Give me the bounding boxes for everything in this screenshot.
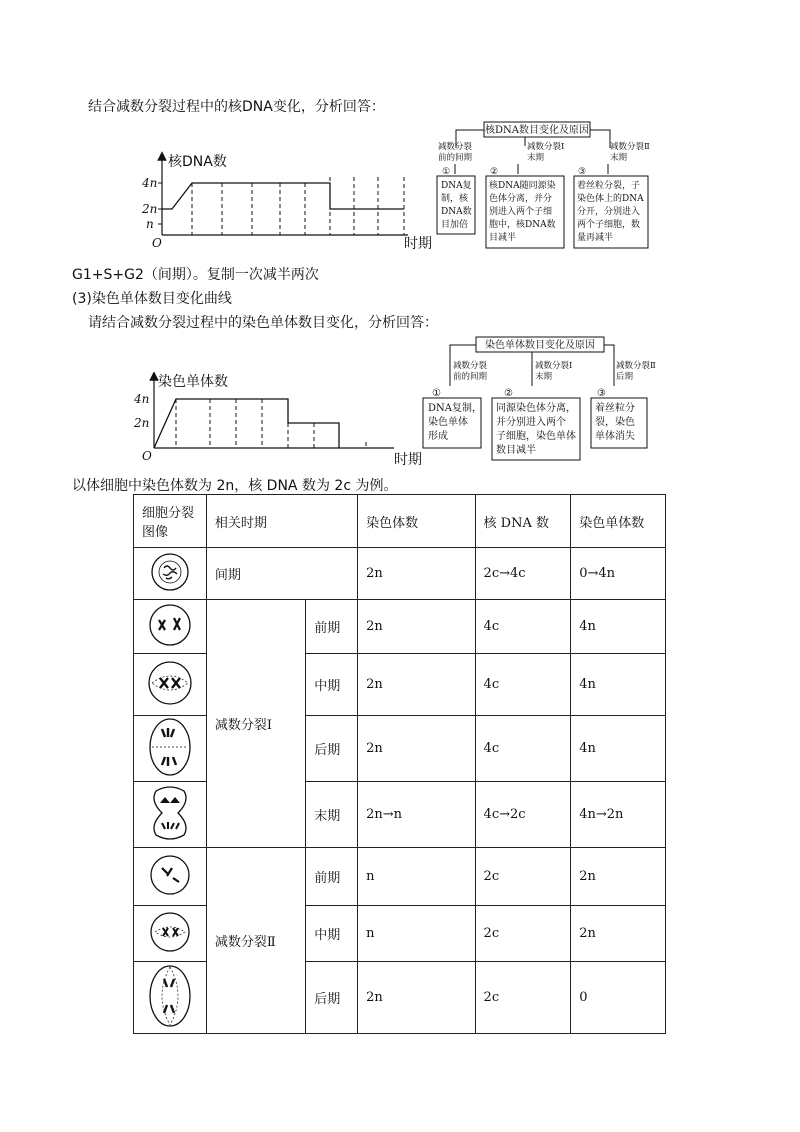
- y-tick-n: n: [146, 217, 154, 231]
- y-tick-2n: 2n: [142, 202, 158, 216]
- dna-box-title: 核DNA数目变化及原因: [485, 125, 589, 136]
- m1-chromatids: 4n: [571, 654, 666, 716]
- meiosis2-anaphase-image: [146, 963, 194, 1029]
- meiosis2-label: 减数分裂Ⅱ: [206, 848, 305, 1034]
- dna-explanation-diagram: [430, 118, 660, 268]
- m1-phase: 前期: [306, 600, 358, 654]
- m2-phase: 前期: [306, 848, 358, 906]
- chromatid-branch-2-label: 减数分裂Ⅰ 末期: [535, 361, 573, 382]
- m2-phase: 中期: [306, 906, 358, 962]
- m2-phase: 后期: [306, 962, 358, 1034]
- m1-chromosomes: 2n: [358, 716, 475, 782]
- dna-branch-3-label: 减数分裂Ⅱ 末期: [610, 142, 650, 163]
- intro-paragraph: 结合减数分裂过程中的核DNA变化，分析回答：: [88, 99, 385, 115]
- chromatid-explanation-diagram: [420, 334, 665, 464]
- m2-dna: 2c: [475, 962, 571, 1034]
- interphase-cell-image: [148, 550, 192, 594]
- chromatid-note-1-num: ①: [432, 388, 441, 399]
- chromatid-note-3-text: 着丝粒分裂，染色单体消失: [595, 403, 635, 442]
- meiosis-table: [133, 494, 666, 1034]
- meiosis2-metaphase-image: [147, 909, 193, 955]
- chromatid-note-2-text: 同源染色体分离，并分别进入两个子细胞，染色单体数目减半: [496, 403, 576, 456]
- table-header-row: [134, 495, 666, 548]
- header-cell-dna: 核 DNA 数: [475, 495, 571, 548]
- meiosis1-anaphase-image: [146, 717, 194, 777]
- y-tick-2n: 2n: [134, 416, 150, 430]
- m1-chromatids: 4n: [571, 600, 666, 654]
- dna-curve: [162, 183, 404, 209]
- chromatid-branch-3-label: 减数分裂Ⅱ 后期: [616, 361, 656, 382]
- origin-label: O: [152, 236, 162, 250]
- chromatid-branch-1-label: 减数分裂前的间期: [453, 361, 488, 382]
- m1-chromosomes: 2n: [358, 654, 475, 716]
- m1-phase: 末期: [306, 782, 358, 848]
- chromatid-note-1-text: DNA复制，染色单体形成: [428, 403, 482, 442]
- m2-dna: 2c: [475, 906, 571, 962]
- m1-phase: 后期: [306, 716, 358, 782]
- y-tick-4n: 4n: [134, 392, 150, 406]
- m2-chromosomes: n: [358, 906, 475, 962]
- chromatid-note-3-num: ③: [597, 388, 606, 399]
- table-row: [134, 600, 666, 654]
- m1-chromatids: 4n: [571, 716, 666, 782]
- m2-dna: 2c: [475, 848, 571, 906]
- example-line: 以体细胞中染色体数为 2n，核 DNA 数为 2c 为例。: [72, 478, 398, 494]
- m1-chromosomes: 2n→n: [358, 782, 475, 848]
- dna-branch-2-label: 减数分裂Ⅰ 末期: [527, 142, 565, 163]
- chromatid-change-chart: [132, 372, 432, 468]
- origin-label: O: [142, 449, 152, 463]
- dna-note-2-text: 核DNA随同源染色体分离，并分别进入两个子细胞中，核DNA数目减半: [489, 181, 556, 243]
- m1-dna: 4c: [475, 654, 571, 716]
- chromatid-box-title: 染色单体数目变化及原因: [485, 340, 595, 351]
- table-row: [134, 548, 666, 600]
- dna-change-chart: [140, 150, 440, 255]
- section-heading: (3)染色单体数目变化曲线: [72, 291, 232, 307]
- m1-chromosomes: 2n: [358, 600, 475, 654]
- cell-image-cell: [134, 548, 207, 600]
- dna-note-3-text: 着丝粒分裂，子染色体上的DNA 分开，分别进入两个子细胞，数量再减半: [577, 181, 644, 243]
- y-tick-4n: 4n: [142, 176, 158, 190]
- m2-chromatids: 0: [571, 962, 666, 1034]
- y-axis-label: 染色单体数: [158, 374, 228, 390]
- dna-note-2-num: ②: [490, 167, 499, 177]
- chromatid-curve: [154, 399, 339, 448]
- meiosis1-prophase-image: [147, 602, 193, 648]
- table-row: [134, 848, 666, 906]
- m2-chromatids: 2n: [571, 906, 666, 962]
- x-axis-label: 时期: [394, 452, 422, 468]
- meiosis2-prophase-image: [147, 852, 193, 898]
- chromatid-intro: 请结合减数分裂过程中的染色单体数目变化，分析回答：: [88, 315, 438, 331]
- m2-chromatids: 2n: [571, 848, 666, 906]
- m1-dna: 4c: [475, 600, 571, 654]
- header-cell-chromatids: 染色单体数: [571, 495, 666, 548]
- interphase-dna: 2c→4c: [475, 548, 571, 600]
- header-cell-image: 细胞分裂图像: [134, 495, 207, 548]
- x-axis-label: 时期: [404, 236, 432, 252]
- header-cell-chromosomes: 染色体数: [358, 495, 475, 548]
- m1-dna: 4c→2c: [475, 782, 571, 848]
- interphase-chromosomes: 2n: [358, 548, 475, 600]
- dna-branch-1-label: 减数分裂前的间期: [438, 142, 473, 163]
- interphase-period: 间期: [206, 548, 357, 600]
- dna-note-1-num: ①: [442, 167, 451, 177]
- m1-dna: 4c: [475, 716, 571, 782]
- interphase-chromatids: 0→4n: [571, 548, 666, 600]
- m2-chromosomes: n: [358, 848, 475, 906]
- dna-note-3-num: ③: [578, 167, 587, 177]
- g1-cycle-line: G1+S+G2（间期）。复制一次减半两次: [72, 267, 319, 283]
- m1-chromatids: 4n→2n: [571, 782, 666, 848]
- meiosis1-metaphase-image: [146, 659, 194, 707]
- y-axis-label: 核DNA数: [168, 154, 227, 170]
- chromatid-note-2-num: ②: [504, 388, 513, 399]
- meiosis1-telophase-image: [146, 783, 194, 843]
- meiosis1-label: 减数分裂Ⅰ: [206, 600, 305, 848]
- m2-chromosomes: 2n: [358, 962, 475, 1034]
- m1-phase: 中期: [306, 654, 358, 716]
- dna-note-1-text: DNA复制，核 DNA数目加倍: [441, 181, 472, 230]
- header-cell-period: 相关时期: [206, 495, 357, 548]
